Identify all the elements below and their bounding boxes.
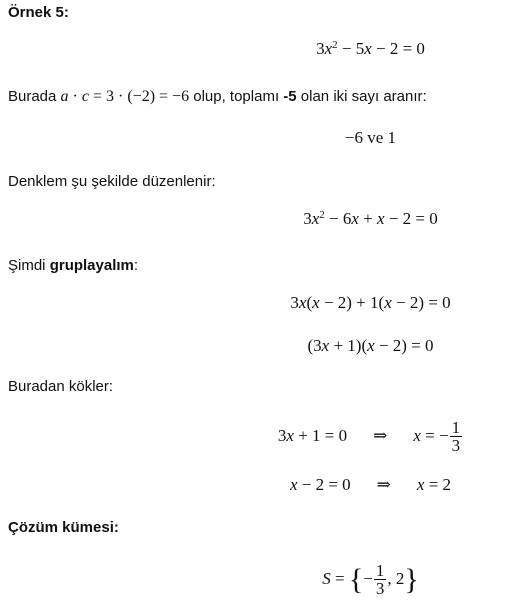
eq-var: x (377, 209, 385, 228)
paragraph-roots: Buradan kökler: (8, 378, 114, 395)
eq-var: x (351, 209, 359, 228)
fraction-numerator: 1 (451, 418, 461, 438)
eq-term: + 1 = 0 (293, 426, 348, 445)
math-var: c (81, 88, 89, 105)
eq-term: + (358, 209, 378, 228)
eq-var: x (312, 293, 320, 312)
eq-term: ( (306, 293, 313, 312)
bold-value: -5 (283, 88, 297, 105)
text-span: Burada (8, 88, 61, 105)
math-op: · (68, 88, 82, 105)
solution-set-heading: Çözüm kümesi: (8, 519, 119, 536)
eq-var: x (289, 475, 298, 494)
eq-term: − 6 (324, 209, 352, 228)
fraction-denominator: 3 (375, 579, 385, 599)
eq-var: x (413, 426, 421, 445)
set-symbol: S (322, 569, 331, 588)
text-span: : (133, 257, 139, 274)
eq-var: x (311, 209, 320, 228)
equation-pair: −6 ve 1 (344, 128, 397, 147)
bold-word: gruplayalım (49, 257, 134, 274)
equation-root-1 (118, 414, 505, 458)
implies-arrow-icon: ⇒ (373, 426, 388, 445)
eq-term: 3 (290, 293, 299, 312)
fraction-denominator: 3 (451, 436, 461, 456)
eq-term: − 2 = 0 (371, 39, 425, 58)
right-brace: } (404, 563, 419, 597)
eq-term: − 2) = 0 (391, 293, 451, 312)
solution-set (118, 556, 505, 602)
eq-term: + 1)( (329, 336, 368, 355)
eq-term: 3 (303, 209, 312, 228)
eq-term: , 2 (387, 569, 405, 588)
eq-exponent: 2 (332, 39, 338, 51)
fraction (450, 419, 463, 455)
fraction-numerator: 1 (375, 561, 385, 581)
eq-term: − 2) + 1( (319, 293, 385, 312)
math-var: a (60, 88, 69, 105)
eq-var: x (416, 475, 425, 494)
eq-var: x (286, 426, 294, 445)
eq-var: x (367, 336, 375, 355)
equation-root-2 (118, 474, 505, 496)
eq-var: x (324, 39, 333, 58)
text-span: olan iki sayı aranır: (296, 88, 427, 105)
text-span: olup, toplamı (189, 88, 284, 105)
eq-term: = − (420, 426, 449, 445)
eq-term: 3 (277, 426, 287, 445)
equation-group-1 (118, 292, 505, 314)
eq-term: − (363, 569, 373, 588)
eq-term: 3 (316, 39, 325, 58)
eq-var: x (321, 336, 330, 355)
paragraph-rearrange: Denklem şu şekilde düzenlenir: (8, 173, 216, 190)
paragraph-grouping (8, 256, 138, 276)
eq-term: = 2 (424, 475, 452, 494)
implies-arrow-icon: ⇒ (376, 475, 391, 494)
paragraph-product-sum (8, 87, 427, 107)
eq-var: x (298, 293, 307, 312)
eq-term: = (330, 569, 349, 588)
eq-term: (3 (307, 336, 322, 355)
example-title: Örnek 5: (8, 4, 69, 21)
math-expr: = 3 · (−2) = −6 (88, 88, 190, 105)
equation-expanded (118, 208, 505, 230)
eq-term: − 5 (337, 39, 365, 58)
left-brace: { (348, 563, 364, 597)
eq-var: x (364, 39, 372, 58)
eq-term: − 2) = 0 (374, 336, 434, 355)
equation-main (118, 38, 505, 60)
equation-group-2 (118, 335, 505, 357)
eq-term: − 2 = 0 (297, 475, 351, 494)
eq-exponent: 2 (319, 209, 325, 221)
eq-var: x (384, 293, 392, 312)
eq-term: − 2 = 0 (384, 209, 438, 228)
fraction (374, 562, 387, 598)
text-span: Şimdi (8, 257, 50, 274)
